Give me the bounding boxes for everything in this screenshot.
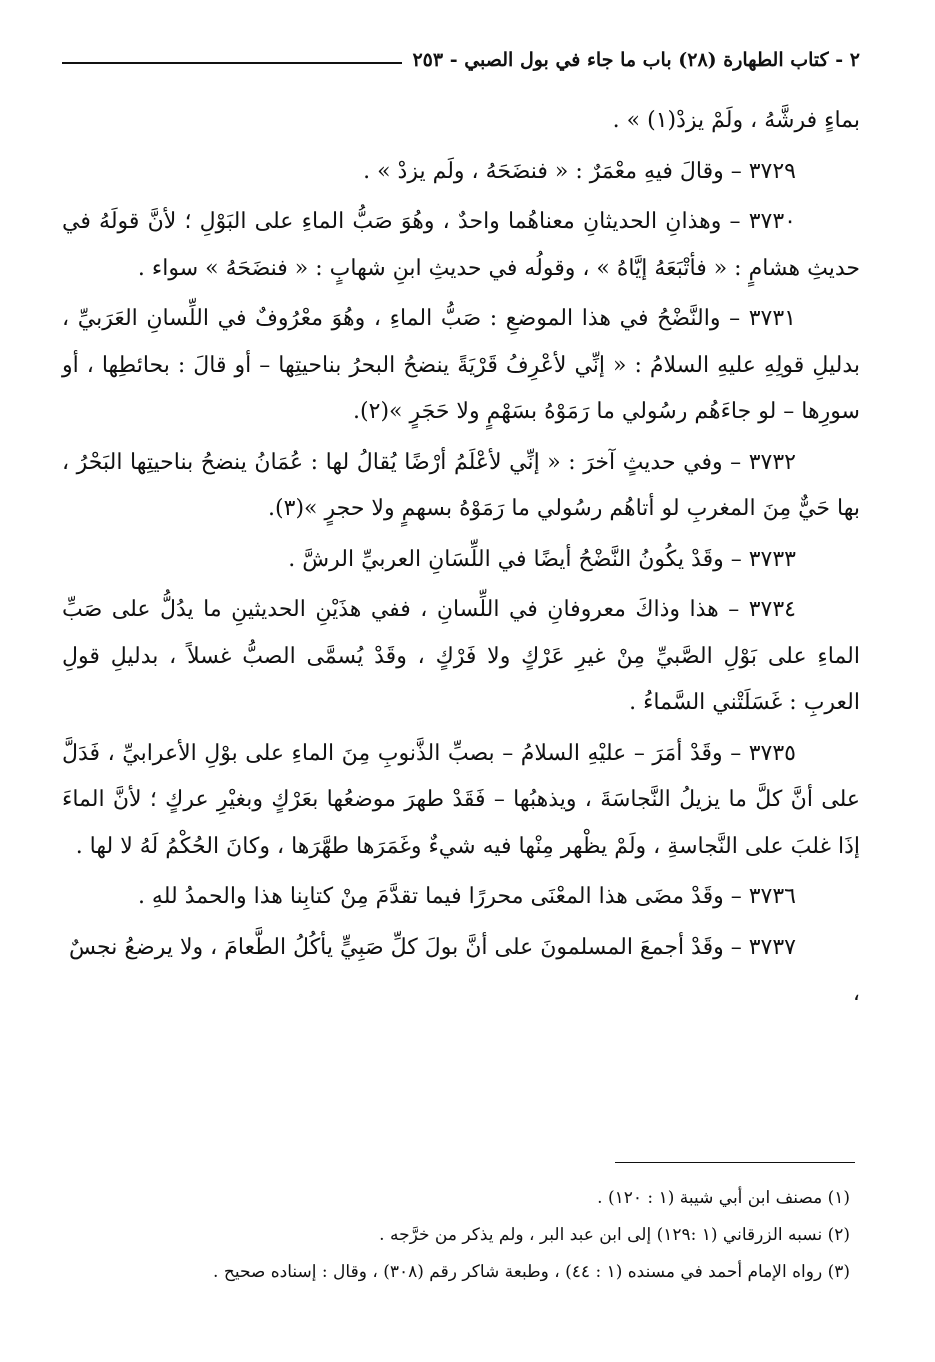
running-header [62, 40, 860, 80]
paragraph-3737: ٣٧٣٧ – وقَدْ أجمعَ المسلمونَ على أنَّ بولَ كلِّ صَبِيٍّ يأكُلُ الطَّعامَ ، ولا يرضعُ نجسٌ ، [68, 934, 860, 1006]
header-rule [62, 62, 402, 64]
paragraph-3735: ٣٧٣٥ – وقَدْ أمَرَ – عليْهِ السلامُ – بصبِّ الذَّنوبِ مِنَ الماءِ على بوْلِ الأعرابيِّ ، فَدَلَّ على أنَّ كلَّ ما يزيلُ النَّجاسَةَ ، ويذهبُها – فَقَدْ طهرَ موضعُها بعَرْكٍ وبغيْرِ عركٍ ؛ لأنَّ الماءَ إذَا غلبَ على النَّجاسةِ ، ولَمْ يظْهر مِنْها فيه شيءٌ وغَمَرَها طهَّرَها ، وكانَ الحُكْمُ لَهُ لا لها . [62, 740, 860, 859]
header-title: ٢ - كتاب الطهارة (٢٨) باب ما جاء في بول الصبي - ٢٥٣ [412, 49, 860, 71]
footnotes [62, 1180, 850, 1291]
footnote-1: (١) مصنف ابن أبي شيبة (١ : ١٢٠) . [597, 1188, 850, 1208]
paragraph-continuation: بماءٍ فرشَّهُ ، ولَمْ يزدْ(١) » . [612, 108, 860, 133]
paragraph-3731: ٣٧٣١ – والنَّضْحُ في هذا الموضعِ : صَبُّ الماءِ ، وهُوَ معْرُوفٌ في اللِّسانِ العَرَبيِّ ، بدليلِ قولِهِ عليهِ السلامُ : « إنِّي لأعْرِفُ قَرْيَةً ينضحُ البحرُ بناحيتِها – أو قالَ : بحائطِها ، أو سورِها – لو جاءَهُم رسُولي ما رَمَوْهُ بسَهْمٍ ولا حَجَرٍ »(٢). [62, 306, 860, 424]
paragraph-3736: ٣٧٣٦ – وقَدْ مضَى هذا المعْنَى محررًا فيما تقدَّمَ مِنْ كتابِنا هذا والحمدُ للهِ . [137, 884, 796, 909]
paragraph-3729: ٣٧٢٩ – وقالَ فيهِ معْمَرٌ : « فنضَحَهُ ، ولَم يزدْ » . [363, 158, 796, 184]
paragraph-3734: ٣٧٣٤ – هذا وذاكَ معروفانِ في اللِّسانِ ، ففي هذَيْنِ الحديثينِ ما يدُلُّ على صَبِّ الماءِ على بَوْلِ الصَّبيِّ مِنْ غيرِ عَرْكٍ ولا فَرْكٍ ، وقَدْ يُسمَّى الصبُّ غسلاً ، بدليلِ قولِ العربِ : غَسَلَتْني السَّماءُ . [62, 597, 860, 715]
paragraph-3733: ٣٧٣٣ – وقَدْ يكُونُ النَّضْحُ أيضًا في اللِّسَانِ العربيِّ الرشَّ . [288, 546, 796, 572]
paragraph-3732: ٣٧٣٢ – وفي حديثٍ آخرَ : « إنِّي لأعْلَمُ أرْضًا يُقالُ لها : عُمَانُ ينضحُ بناحيتِها البَحْرُ ، بها حَيٌّ مِنَ المغربِ لو أتاهُم رسُولي ما رَمَوْهُ بسهمٍ ولا حجرٍ »(٣). [62, 449, 860, 521]
paragraph-3730: ٣٧٣٠ – وهذانِ الحديثانِ معناهُما واحدٌ ، وهُوَ صَبُّ الماءِ على البَوْلِ ؛ لأنَّ قولَهُ في حديثِ هشامٍ : « فأتْبَعَهُ إيَّاهُ » ، وقولُه في حديثِ ابنِ شهابٍ : « فنضَحَهُ » سواء . [62, 209, 860, 281]
footnote-3: (٣) رواه الإمام أحمد في مسنده (١ : ٤٤) ، وطبعة شاكر رقم (٣٠٨) ، وقال : إسناده صحيح . [213, 1262, 850, 1282]
footnote-separator [615, 1162, 855, 1163]
footnote-2: (٢) نسبه الزرقاني (١ :١٢٩) إلى ابن عبد البر ، ولم يذكر من خرَّجه . [379, 1225, 850, 1245]
main-text [62, 98, 860, 1018]
